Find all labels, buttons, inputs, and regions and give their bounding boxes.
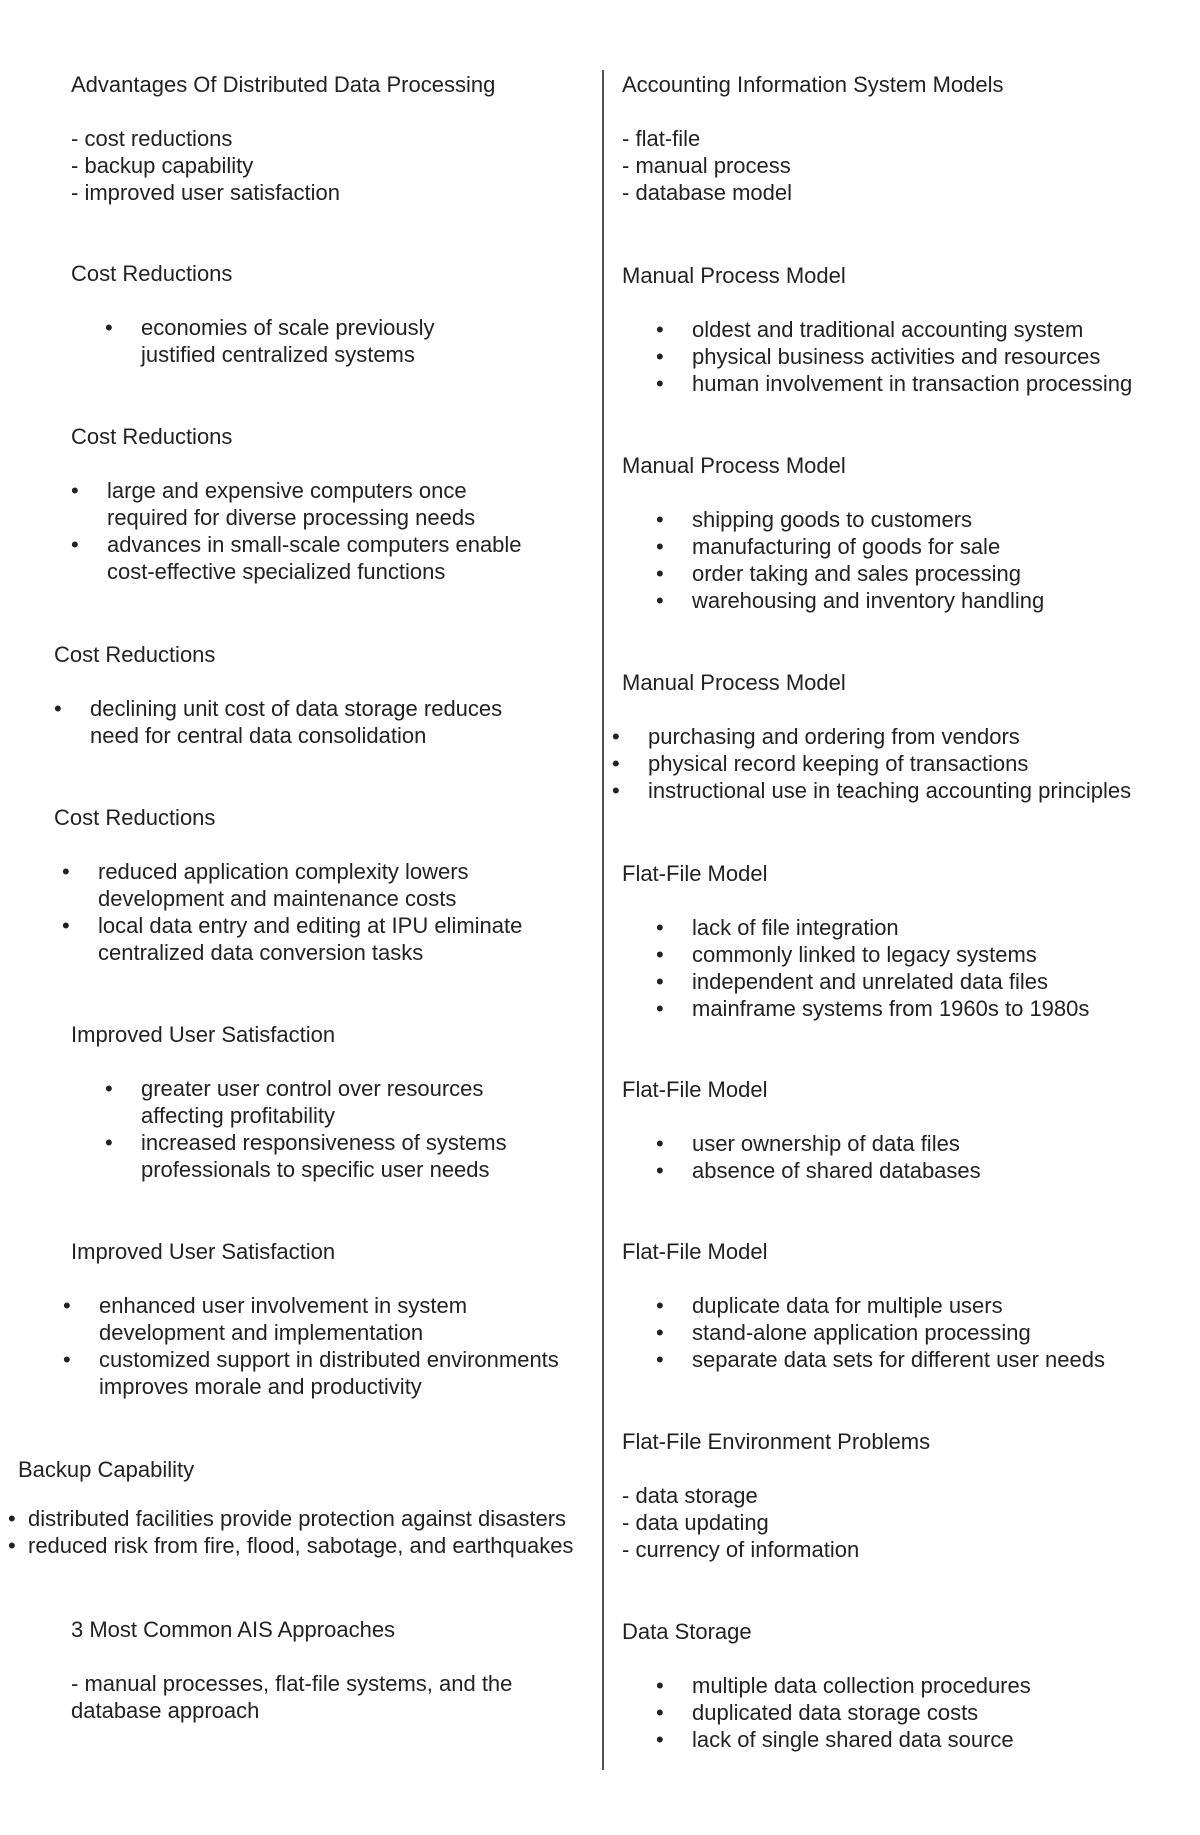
- list-item: • lack of file integration: [622, 914, 1192, 941]
- card-advantages-ddp: [71, 71, 591, 206]
- list-item: • declining unit cost of data storage reduces need for central data consolidation: [54, 695, 530, 749]
- card-title: Cost Reductions: [71, 424, 233, 449]
- bullet-list: [622, 914, 1192, 1022]
- bullet-list: [622, 506, 1192, 614]
- card-improved-user-satisfaction-1: [71, 1021, 591, 1183]
- bullet-list: [54, 695, 594, 749]
- card-flat-file-1: [622, 860, 1192, 1022]
- card-text: - manual processes, flat-file systems, and the database approach: [71, 1671, 513, 1723]
- card-manual-process-2: [622, 452, 1192, 614]
- card-title: Manual Process Model: [622, 453, 846, 478]
- card-manual-process-1: [622, 262, 1192, 397]
- bullet-list: [71, 1075, 591, 1183]
- card-ais-models: [622, 71, 1182, 206]
- card-flat-file-problems: [622, 1428, 1192, 1563]
- list-item: - data updating: [622, 1509, 1192, 1536]
- card-title: Manual Process Model: [622, 670, 846, 695]
- card-cost-reductions-1: [71, 260, 591, 368]
- list-item: • mainframe systems from 1960s to 1980s: [622, 995, 1192, 1022]
- list-item: • distributed facilities provide protection against disasters: [8, 1505, 598, 1532]
- bullet-list: [612, 723, 1192, 804]
- list-item: • physical record keeping of transactions: [612, 750, 1192, 777]
- list-item: • warehousing and inventory handling: [622, 587, 1192, 614]
- list-item: - flat-file: [622, 125, 1182, 152]
- list-item: • stand-alone application processing: [622, 1319, 1192, 1346]
- bullet-list: [71, 314, 561, 368]
- card-cost-reductions-2: [71, 423, 591, 585]
- list-item: • order taking and sales processing: [622, 560, 1192, 587]
- card-flat-file-2: [622, 1076, 1192, 1184]
- card-cost-reductions-3: [54, 641, 594, 749]
- list-item: • shipping goods to customers: [622, 506, 1192, 533]
- bullet-list: [63, 1292, 596, 1400]
- bullet-list: [622, 1130, 1192, 1184]
- dash-list: [622, 125, 1182, 206]
- list-item: • local data entry and editing at IPU eliminate centralized data conversion tasks: [62, 912, 558, 966]
- list-item: - data storage: [622, 1482, 1192, 1509]
- card-title: Accounting Information System Models: [622, 72, 1004, 97]
- list-item: - manual process: [622, 152, 1182, 179]
- bullet-list: [8, 1505, 598, 1559]
- list-item: • economies of scale previously justified centralized systems: [71, 314, 501, 368]
- list-item: • reduced risk from fire, flood, sabotage, and earthquakes: [8, 1532, 598, 1559]
- list-item: • enhanced user involvement in system development and implementation: [63, 1292, 589, 1346]
- list-item: • instructional use in teaching accounting principles: [612, 777, 1192, 804]
- card-data-storage: [622, 1618, 1192, 1753]
- card-manual-process-3: [612, 669, 1192, 804]
- card-cost-reductions-4: [54, 804, 594, 966]
- card-improved-user-satisfaction-2: [71, 1238, 596, 1400]
- card-title: Improved User Satisfaction: [71, 1239, 336, 1264]
- bullet-list: [622, 316, 1192, 397]
- list-item: • commonly linked to legacy systems: [622, 941, 1192, 968]
- list-item: • multiple data collection procedures: [622, 1672, 1192, 1699]
- card-title: Data Storage: [622, 1619, 752, 1644]
- card-common-ais-approaches: [71, 1616, 571, 1724]
- list-item: • advances in small-scale computers enable cost-effective specialized functions: [71, 531, 547, 585]
- card-title: Flat-File Environment Problems: [622, 1429, 931, 1454]
- card-title: Cost Reductions: [71, 261, 233, 286]
- card-title: Backup Capability: [18, 1457, 195, 1482]
- column-divider: [602, 70, 604, 1770]
- bullet-list: [622, 1292, 1192, 1373]
- card-title: Flat-File Model: [622, 1077, 768, 1102]
- card-title: Improved User Satisfaction: [71, 1022, 336, 1047]
- list-item: - improved user satisfaction: [71, 179, 591, 206]
- list-item: • separate data sets for different user needs: [622, 1346, 1192, 1373]
- list-item: • physical business activities and resources: [622, 343, 1192, 370]
- bullet-list: [71, 477, 591, 585]
- bullet-list: [622, 1672, 1192, 1753]
- list-item: • oldest and traditional accounting system: [622, 316, 1192, 343]
- card-title: Manual Process Model: [622, 263, 846, 288]
- list-item: • lack of single shared data source: [622, 1726, 1192, 1753]
- list-item: • user ownership of data files: [622, 1130, 1192, 1157]
- list-item: • absence of shared databases: [622, 1157, 1192, 1184]
- card-title: Flat-File Model: [622, 1239, 768, 1264]
- list-item: • independent and unrelated data files: [622, 968, 1192, 995]
- list-item: • manufacturing of goods for sale: [622, 533, 1192, 560]
- card-title: Cost Reductions: [54, 642, 216, 667]
- card-backup-capability: [8, 1456, 598, 1559]
- bullet-list: [54, 858, 594, 966]
- list-item: • large and expensive computers once required for diverse processing needs: [71, 477, 547, 531]
- card-flat-file-3: [622, 1238, 1192, 1373]
- list-item: • duplicated data storage costs: [622, 1699, 1192, 1726]
- list-item: - currency of information: [622, 1536, 1192, 1563]
- list-item: • customized support in distributed environments improves morale and productivity: [63, 1346, 589, 1400]
- list-item: • duplicate data for multiple users: [622, 1292, 1192, 1319]
- card-title: Advantages Of Distributed Data Processing: [71, 72, 496, 97]
- list-item: • increased responsiveness of systems professionals to specific user needs: [71, 1129, 541, 1183]
- list-item: • purchasing and ordering from vendors: [612, 723, 1192, 750]
- list-item: - backup capability: [71, 152, 591, 179]
- card-title: 3 Most Common AIS Approaches: [71, 1617, 396, 1642]
- card-title: Cost Reductions: [54, 805, 216, 830]
- dash-list: [622, 1482, 1192, 1563]
- list-item: • human involvement in transaction processing: [622, 370, 1192, 397]
- list-item: • reduced application complexity lowers development and maintenance costs: [62, 858, 558, 912]
- list-item: - database model: [622, 179, 1182, 206]
- dash-list: [71, 125, 591, 206]
- card-title: Flat-File Model: [622, 861, 768, 886]
- list-item: - cost reductions: [71, 125, 591, 152]
- list-item: • greater user control over resources affecting profitability: [71, 1075, 541, 1129]
